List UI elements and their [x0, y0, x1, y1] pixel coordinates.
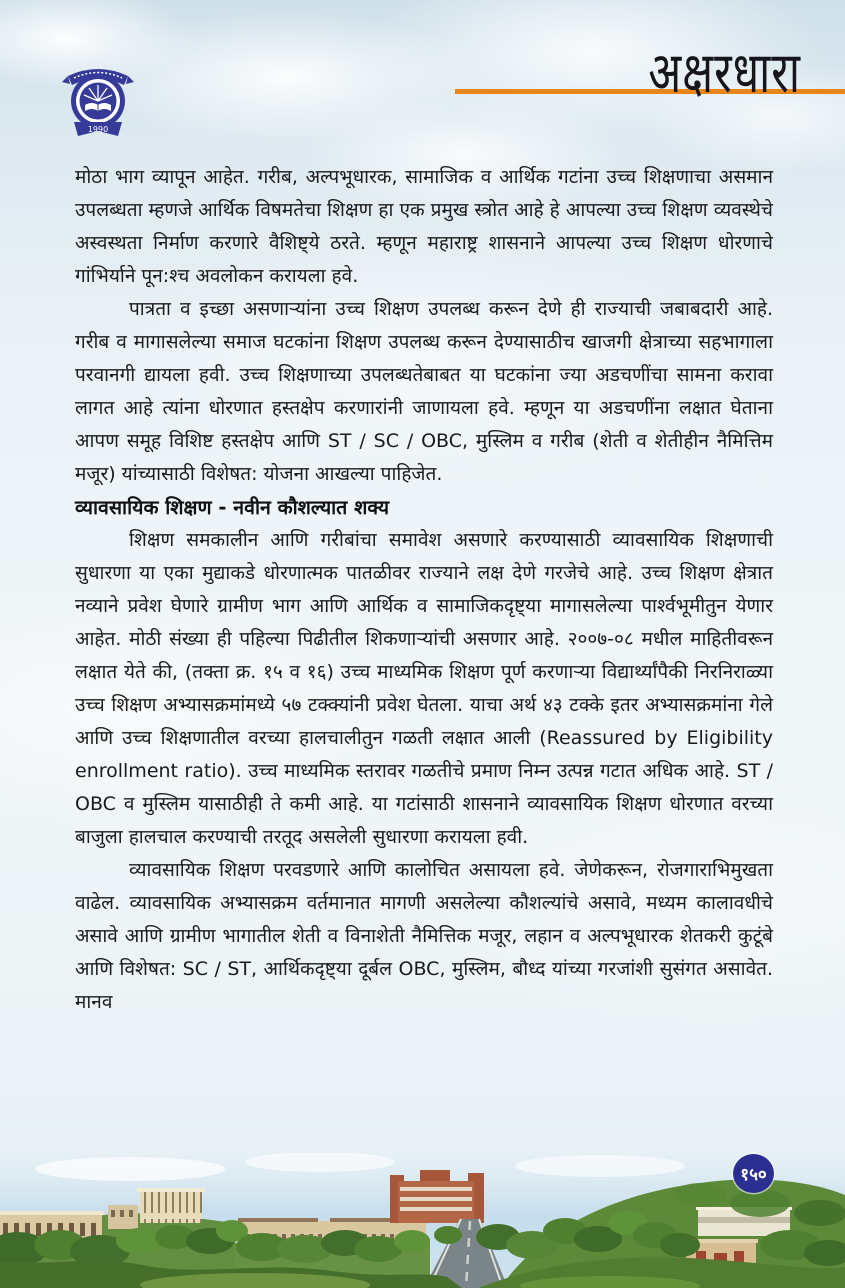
emblem-icon	[58, 58, 138, 140]
article-body	[75, 161, 773, 1019]
campus-photo	[0, 1153, 845, 1288]
paragraph-3: शिक्षण समकालीन आणि गरीबांचा समावेश असणारे करण्यासाठी व्यावसायिक शिक्षणाची सुधारणा या एका मुद्याकडे धोरणात्मक पातळीवर राज्याने लक्ष देणे गरजेचे आहे. उच्च शिक्षण क्षेत्रात नव्याने प्रवेश घेणारे ग्रामीण भाग आणि आर्थिक व सामाजिकदृष्ट्या मागासलेल्या पार्श्वभूमीतुन येणार आहेत. मोठी संख्या ही पहिल्या पिढीतील शिकणाऱ्यांची असणार आहे. २००७-०८ मधील माहितीवरून लक्षात येते की, (तक्ता क्र. १५ व १६) उच्च माध्यमिक शिक्षण पूर्ण करणाऱ्या विद्यार्थ्यांपैकी निरनिराळ्या उच्च शिक्षण अभ्यासक्रमांमध्ये ५७ टक्क्यांनी प्रवेश घेतला. याचा अर्थ ४३ टक्के इतर अभ्यासक्रमांना गेले आणि उच्च शिक्षणातील वरच्या हालचालीतुन गळती लक्षात आली (Reassured by Eligibility enrollment ratio). उच्च माध्यमिक स्तरावर गळतीचे प्रमाण निम्न उत्पन्न गटात अधिक आहे. ST / OBC व मुस्लिम यासाठीही ते कमी आहे. या गटांसाठी शासनाने व्यावसायिक शिक्षण धोरणात वरच्या बाजुला हालचाल करण्याची तरतूद असलेली सुधारणा करायला हवी.	[75, 529, 773, 848]
paragraph-2: पात्रता व इच्छा असणाऱ्यांना उच्च शिक्षण उपलब्ध करून देणे ही राज्याची जबाबदारी आहे. गरीब व मागासलेल्या समाज घटकांना शिक्षण उपलब्ध करून देण्यासाठीच खाजगी क्षेत्राच्या सहभागाला परवानगी द्यायला हवी. उच्च शिक्षणाच्या उपलब्धतेबाबत या घटकांना ज्या अडचणींचा सामना करावा लागत आहे त्यांना धोरणात हस्तक्षेप करणारांनी जाणायला हवे. म्हणून या अडचणींना लक्षात घेताना आपण समूह विशिष्ट हस्तक्षेप आणि ST / SC / OBC, मुस्लिम व गरीब (शेती व शेतीहीन नैमित्तिम मजूर) यांच्यासाठी विशेषत: योजना आखल्या पाहिजेत.	[75, 298, 773, 485]
logo-year: 1990	[87, 125, 109, 134]
section-heading: व्यावसायिक शिक्षण - नवीन कौशल्यात शक्य	[75, 496, 390, 519]
page-number-badge: १५०	[733, 1154, 774, 1193]
masthead-title: अक्षरधारा	[648, 40, 801, 107]
publisher-emblem-logo	[58, 58, 138, 140]
paragraph-1: मोठा भाग व्यापून आहेत. गरीब, अल्पभूधारक, सामाजिक व आर्थिक गटांना उच्च शिक्षणाचा असमान उपलब्धता म्हणजे आर्थिक विषमतेचा शिक्षण हा एक प्रमुख स्त्रोत आहे हे आपल्या उच्च शिक्षण व्यवस्थेचे अस्वस्थता निर्माण करणारे वैशिष्ट्ये ठरते. म्हणून महाराष्ट्र शासनाने आपल्या उच्च शिक्षण धोरणाचे गांभिर्याने पून:श्च अवलोकन करायला हवे.	[75, 166, 773, 287]
paragraph-4: व्यावसायिक शिक्षण परवडणारे आणि कालोचित असायला हवे. जेणेकरून, रोजगाराभिमुखता वाढेल. व्यावसायिक अभ्यासक्रम वर्तमानात मागणी असलेल्या कौशल्यांचे असावे, मध्यम कालावधीचे असावे आणि ग्रामीण भागातील शेती व विनाशेती नैमित्तिक मजूर, लहान व अल्पभूधारक शेतकरी कुटूंबे आणि विशेषत: SC / ST, आर्थिकदृष्ट्या दूर्बल OBC, मुस्लिम, बौध्द यांच्या गरजांशी सुसंगत असावेत. मानव	[75, 859, 773, 1013]
